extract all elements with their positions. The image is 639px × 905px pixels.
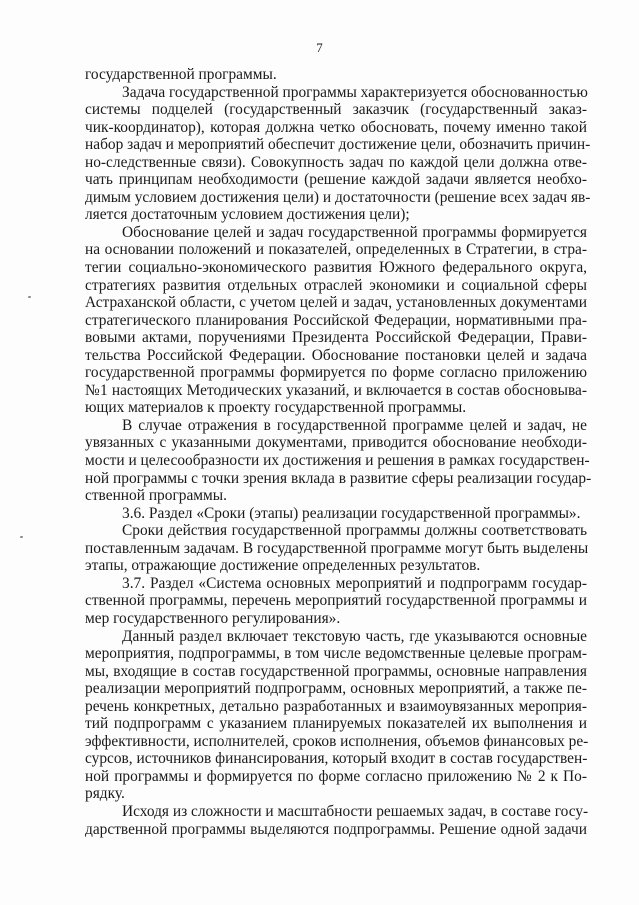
text-line: мероприятия, подпрограммы, в том числе ведомственные целевые програм-: [85, 645, 587, 663]
section-heading-3-7: 3.7. Раздел «Система основных мероприятий и подпрограмм государ-: [122, 574, 587, 592]
text-line: речень конкретных, детально разработанных и взаимоувязанных мероприя-: [85, 697, 587, 715]
text-line: Астраханской области, с учетом целей и задач, установленных документами: [85, 294, 587, 312]
text-line: государственной программы формируется по форме согласно приложению: [85, 364, 587, 382]
text-line: поставленным задачам. В государственной программе могут быть выделены: [85, 539, 589, 557]
text-line: набор задач и мероприятий обеспечит достижение цели, обозначить причин-: [85, 136, 591, 154]
paragraph-first-line: Данный раздел включает текстовую часть, где указываются основные: [122, 627, 587, 645]
text-line: тегии социально-экономического развития Южного федерального округа,: [85, 259, 587, 277]
text-line: ющих материалов к проекту государственной программы.: [85, 399, 467, 417]
text-line: реализации мероприятий подпрограмм, основных мероприятий, а также пе-: [85, 680, 587, 698]
paragraph-first-line: Обоснование целей и задач государственной программы формируется: [122, 223, 587, 241]
text-line: мы, входящие в состав государственной программы, основные направления: [85, 662, 587, 680]
scan-speck: [20, 536, 23, 538]
paragraph-first-line: Задача государственной программы характеризуется обоснованностью: [122, 83, 588, 101]
text-line: мер государственного регулирования».: [85, 609, 341, 627]
text-line: на основании положений и показателей, определенных в Стратегии, в стра-: [85, 241, 587, 259]
text-line: чать принципам необходимости (решение каждой задачи является необхо-: [85, 171, 587, 189]
text-line: вовыми актами, поручениями Президента Российской Федерации, Прави-: [85, 329, 587, 347]
text-line: этапы, отражающие достижение определенных результатов.: [85, 557, 481, 575]
text-line: дарственной программы выделяются подпрограммы. Решение одной задачи: [85, 820, 587, 838]
text-line: чик-координатор), которая должна четко обосновать, почему именно такой: [85, 118, 587, 136]
text-line: ной программы с точки зрения вклада в развитие сферы реализации государ-: [85, 469, 592, 487]
text-line: ственной программы, перечень мероприятий государственной программы и: [85, 592, 587, 610]
text-line: димым условием достижения цели) и достаточности (решение всех задач яв-: [85, 188, 591, 206]
text-line: сурсов, источников финансирования, который входит в состав государствен-: [85, 750, 588, 768]
page-number: 7: [316, 40, 323, 55]
text-line: но-следственные связи). Совокупность задач по каждой цели должна отве-: [85, 153, 587, 171]
section-heading-3-6: 3.6. Раздел «Сроки (этапы) реализации государственной программы».: [122, 504, 581, 522]
text-line: ляется достаточным условием достижения цели);: [85, 206, 410, 224]
paragraph-first-line: В случае отражения в государственной программе целей и задач, не: [122, 416, 587, 434]
text-line: тий подпрограмм с указанием планируемых показателей их выполнения и: [85, 715, 587, 733]
paragraph-first-line: Исходя из сложности и масштабности решаемых задач, в составе госу-: [122, 802, 589, 820]
scan-speck: [28, 296, 31, 298]
text-line: эффективности, исполнителей, сроков исполнения, объемов финансовых ре-: [85, 732, 589, 750]
text-line: ственной программы.: [85, 487, 227, 505]
text-line: стратегического планирования Российской Федерации, нормативными пра-: [85, 311, 587, 329]
text-line: увязанных с указанными документами, приводится обоснование необходи-: [85, 434, 587, 452]
text-line: ной программы и формируется по форме согласно приложению № 2 к По-: [85, 767, 587, 785]
text-line: рядку.: [85, 785, 125, 803]
text-line: тельства Российской Федерации. Обоснование постановки целей и задача: [85, 346, 587, 364]
paragraph-first-line: Сроки действия государственной программы должны соответствовать: [122, 522, 587, 540]
text-line: №1 настоящих Методических указаний, и включается в состав обосновыва-: [85, 381, 587, 399]
text-line: государственной программы.: [85, 66, 277, 83]
text-line: стратегиях развития отдельных отраслей экономики и социальной сферы: [85, 276, 587, 294]
text-line: системы подцелей (государственный заказчик (государственный заказ-: [85, 101, 587, 119]
text-line: мости и целесообразности их достижения и решения в рамках государствен-: [85, 452, 590, 470]
document-body: [85, 66, 592, 838]
